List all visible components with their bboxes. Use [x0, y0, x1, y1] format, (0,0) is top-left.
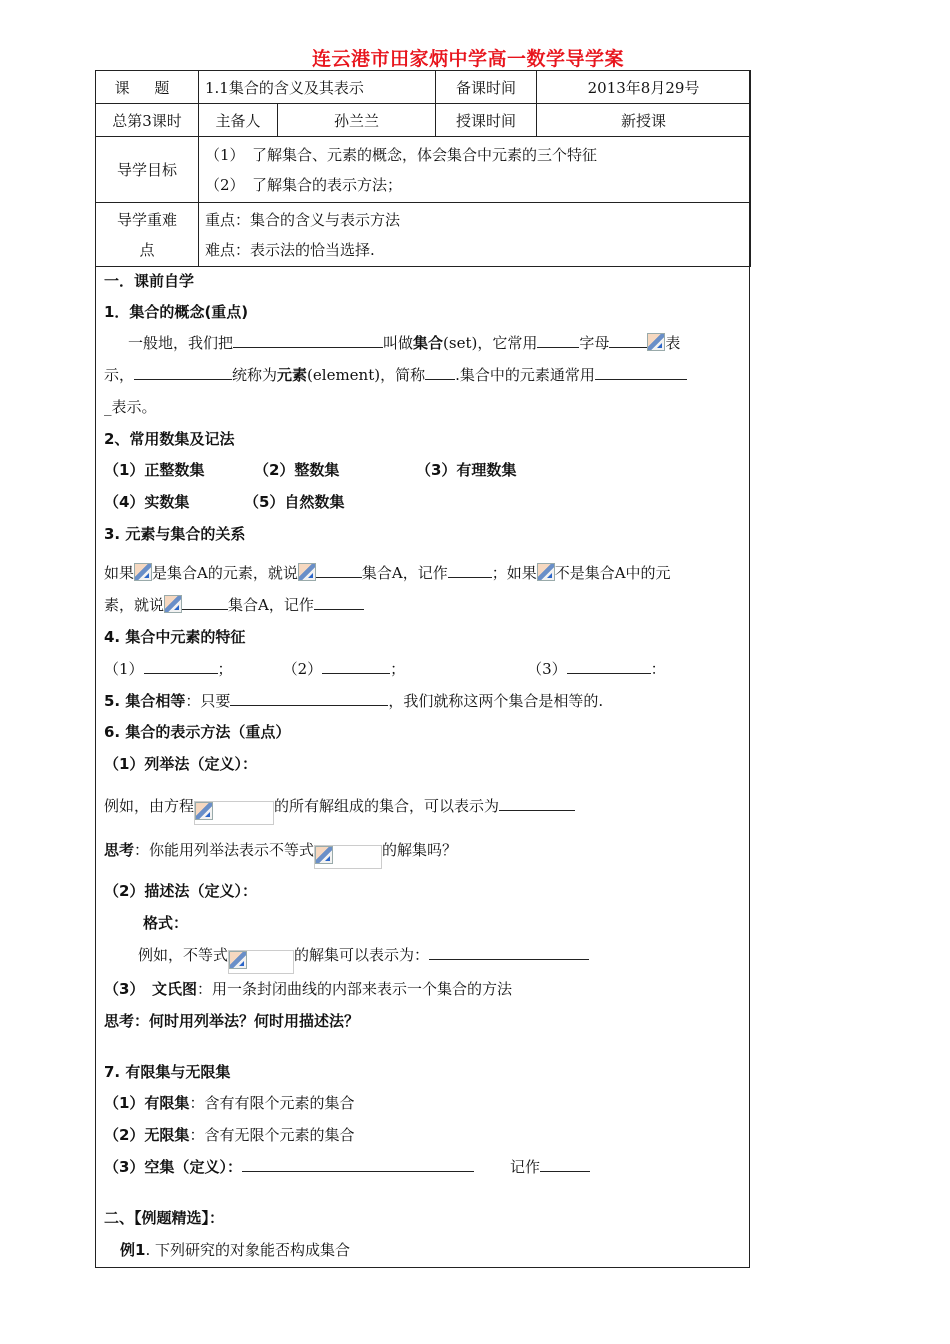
text: （3） [104, 980, 152, 998]
text: 是集合A的元素，就说 [152, 564, 298, 582]
set-item: （3）有理数集 [416, 461, 517, 479]
text: 素，就说 [104, 596, 165, 614]
text: ：你能用列举法表示不等式 [134, 841, 315, 859]
inequality-image [228, 950, 294, 974]
set-item: （2）整数集 [254, 461, 340, 479]
text: ：用一条封闭曲线的内部来表示一个集合的方法 [196, 980, 512, 998]
equation-image [194, 801, 274, 825]
formula-image-icon [298, 563, 316, 581]
author-label: 主备人 [199, 104, 278, 137]
equality-line [104, 690, 603, 711]
text: ； [217, 660, 233, 678]
text: . 下列研究的对象能否构成集合 [145, 1241, 350, 1259]
blank [499, 796, 575, 811]
lesson-header-table [95, 70, 751, 267]
prep-time-value: 2013年8月29号 [537, 71, 751, 104]
text: ；如果 [491, 564, 537, 582]
text: 一般地，我们把 [128, 334, 234, 352]
blank [230, 691, 388, 706]
text: ： [226, 1158, 242, 1176]
concept-paragraph-2 [104, 364, 687, 385]
section-2-heading: 二、【例题精选】： [104, 1209, 225, 1227]
number-sets-row-1 [104, 459, 516, 480]
empty-set-line [104, 1156, 590, 1177]
features-heading: 4. 集合中元素的特征 [104, 628, 246, 646]
set-item: （1）正整数集 [104, 461, 205, 479]
goal-line: （2） 了解集合的表示方法； [205, 175, 403, 194]
key-cell [199, 203, 751, 267]
term-set: 集合 [413, 334, 444, 352]
blank [242, 1157, 474, 1172]
finite-infinite-heading: 7. 有限集与无限集 [104, 1063, 231, 1081]
text: 示， [104, 366, 135, 384]
blank [316, 563, 362, 578]
text: ； [390, 660, 406, 678]
number-sets-heading: 2、常用数集及记法 [104, 430, 235, 448]
text: 例如，不等式 [138, 946, 229, 964]
text: 表 [665, 334, 681, 352]
text: (element)，简称 [307, 366, 426, 384]
text: （3） [527, 660, 567, 678]
term-element: 元素 [277, 366, 308, 384]
formula-image-icon [195, 802, 213, 820]
blank [595, 365, 687, 380]
text: 不是集合A中的元 [554, 564, 671, 582]
text: 如果 [104, 564, 135, 582]
key-line: 难点：表示法的恰当选择. [205, 240, 375, 259]
section-1-heading: 一．课前自学 [104, 272, 195, 290]
text: 叫做 [383, 334, 414, 352]
listing-think [104, 839, 457, 869]
text: （2） [282, 660, 323, 678]
text: 的解集可以表示为： [294, 946, 430, 964]
blank [567, 659, 651, 674]
set-item: （4）实数集 [104, 493, 190, 511]
text: （1） [104, 660, 144, 678]
blank [609, 333, 647, 348]
goal-line: （1） 了解集合、元素的概念，体会集合中元素的三个特征 [205, 145, 598, 164]
formula-image-icon [647, 333, 665, 351]
relation-heading: 3. 元素与集合的关系 [104, 525, 246, 543]
number-sets-row-2 [104, 491, 344, 512]
representation-heading: 6. 集合的表示方法（重点） [104, 723, 291, 741]
blank [448, 563, 492, 578]
venn-line [104, 978, 512, 999]
finite-set-line [104, 1092, 354, 1113]
lesson-count: 总第3课时 [96, 104, 199, 137]
concept-paragraph-3: _表示。 [104, 398, 157, 416]
concept-paragraph-1 [128, 332, 680, 353]
text: ：只要 [185, 692, 231, 710]
goal-cell [199, 137, 751, 203]
text: 例如，由方程 [104, 797, 195, 815]
prep-time-label: 备课时间 [436, 71, 537, 104]
features-row [104, 658, 666, 679]
method-think: 思考：何时用列举法？何时用描述法？ [104, 1012, 360, 1030]
text: 的解集吗？ [382, 841, 458, 859]
page-title: 连云港市田家炳中学高一数学导学案 [312, 48, 625, 70]
formula-image-icon [537, 563, 555, 581]
text: ： [650, 660, 666, 678]
infinite-set-line [104, 1124, 354, 1145]
finite-label: （1）有限集 [104, 1094, 190, 1112]
key-label: 导学重难点 [96, 203, 199, 267]
class-type: 新授课 [537, 104, 751, 137]
listing-method-heading: （1）列举法（定义）： [104, 755, 257, 773]
blank [233, 333, 383, 348]
author-value: 孙兰兰 [278, 104, 436, 137]
text: 集合A，记作 [361, 564, 448, 582]
topic-label: 课 题 [96, 71, 199, 104]
description-example [138, 944, 589, 974]
format-label: 格式： [143, 914, 189, 932]
empty-label: （3）空集（定义） [104, 1158, 227, 1176]
text: (set)，它常用 [443, 334, 538, 352]
set-item: （5）自然数集 [244, 493, 345, 511]
text: ，我们就称这两个集合是相等的. [388, 692, 604, 710]
formula-image-icon [229, 951, 247, 969]
blank [425, 365, 455, 380]
blank [134, 365, 232, 380]
equality-heading: 5. 集合相等 [104, 692, 186, 710]
blank [540, 1157, 590, 1172]
blank [182, 595, 228, 610]
blank [314, 595, 364, 610]
formula-image-icon [134, 563, 152, 581]
blank [144, 659, 218, 674]
formula-image-icon [164, 595, 182, 613]
text: 集合A，记作 [228, 596, 314, 614]
blank [537, 333, 579, 348]
text: ：含有有限个元素的集合 [189, 1094, 355, 1112]
blank [322, 659, 390, 674]
key-line: 重点：集合的含义与表示方法 [205, 210, 401, 229]
concept-heading: 1．集合的概念(重点) [104, 303, 249, 321]
inequality-image [314, 845, 382, 869]
text: 记作 [509, 1158, 540, 1176]
relation-line-2 [104, 594, 364, 615]
think-label: 思考 [104, 841, 135, 859]
example-label: 例1 [120, 1241, 146, 1259]
listing-example [104, 795, 575, 825]
text: .集合中的元素通常用 [455, 366, 595, 384]
infinite-label: （2）无限集 [104, 1126, 190, 1144]
venn-label: 文氏图 [151, 980, 197, 998]
example-1 [120, 1239, 350, 1260]
blank [429, 945, 589, 960]
text: 字母 [579, 334, 610, 352]
topic-value: 1.1集合的含义及其表示 [199, 71, 436, 104]
goal-label: 导学目标 [96, 137, 199, 203]
relation-line-1 [104, 562, 671, 583]
text: ：含有无限个元素的集合 [189, 1126, 355, 1144]
class-time-label: 授课时间 [436, 104, 537, 137]
description-method-heading: （2）描述法（定义）： [104, 882, 257, 900]
text: 的所有解组成的集合，可以表示为 [274, 797, 500, 815]
text: 统称为 [232, 366, 278, 384]
formula-image-icon [315, 846, 333, 864]
